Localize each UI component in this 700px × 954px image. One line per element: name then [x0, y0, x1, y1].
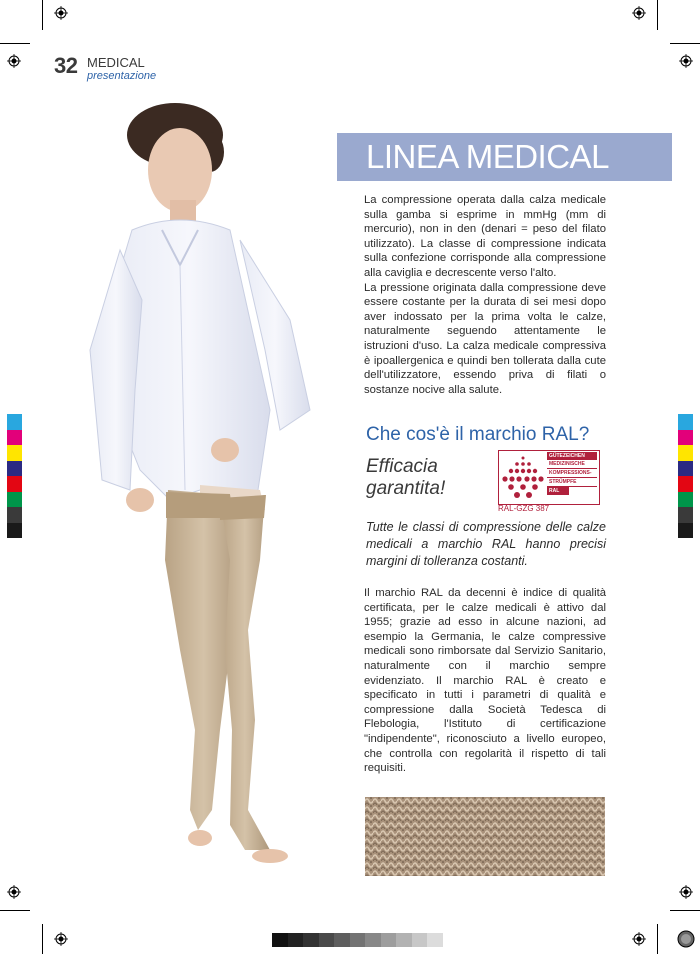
crop-mark: [657, 924, 658, 954]
section-title: MEDICAL: [87, 55, 145, 70]
tagline-line: Efficacia: [366, 456, 438, 477]
gray-swatch: [334, 933, 350, 947]
model-photo: [80, 90, 340, 880]
intro-paragraph: La pressione originata dalla compressione deve essere costante per la durata di sei mesi dopo aver indossato per la prima volta le calze, naturalmente seguendo attentamente le istruzioni d'uso. La calza medicale compressiva è ipoallergenica e quindi ben tollerata dalla cute dell'utilizzatore, essendo priva di filati o sostanze nocive alla salute.: [364, 281, 606, 396]
color-swatch: [678, 445, 693, 461]
intro-paragraph: La compressione operata dalla calza medicale sulla gamba si esprime in mmHg (mm di mercurio), non in den (denari = peso del filato utilizzato). La classe di compressione indicata sulla confezione corrisponde alla compressione alla caviglia e decrescente verso l'alto.: [364, 194, 606, 279]
seal-line: MEDIZINISCHE: [547, 460, 597, 469]
crop-mark: [42, 924, 43, 954]
color-swatch: [7, 445, 22, 461]
crop-mark: [42, 0, 43, 30]
ral-italic-text: Tutte le classi di compressione delle calze medicali a marchio RAL hanno precisi margini di tolleranza costanti.: [366, 520, 606, 568]
seal-line: STRÜMPFE: [547, 478, 597, 487]
registration-mark-icon: [632, 6, 646, 20]
color-swatch: [678, 492, 693, 508]
registration-mark-icon: [54, 932, 68, 946]
page-title: LINEA MEDICAL: [366, 138, 609, 175]
ral-seal-caption: RAL-GZG 387: [498, 504, 550, 513]
ral-dots-icon: [501, 455, 545, 499]
color-calibration-strip: [678, 414, 693, 538]
intro-text: [364, 193, 606, 397]
gray-swatch: [381, 933, 397, 947]
registration-mark-icon: [632, 932, 646, 946]
gray-wheel-icon: [677, 930, 695, 948]
registration-mark-icon: [54, 6, 68, 20]
crop-mark: [0, 43, 30, 44]
color-swatch: [7, 476, 22, 492]
color-swatch: [678, 476, 693, 492]
seal-line: KOMPRESSIONS-: [547, 469, 597, 478]
seal-line: GÜTEZEICHEN: [547, 452, 597, 460]
fabric-texture-image: [365, 797, 605, 876]
color-swatch: [7, 430, 22, 446]
gray-swatch: [303, 933, 319, 947]
color-swatch: [678, 414, 693, 430]
registration-mark-icon: [679, 54, 693, 68]
color-swatch: [7, 492, 22, 508]
color-swatch: [7, 461, 22, 477]
ral-body-text: [364, 586, 606, 776]
color-swatch: [7, 507, 22, 523]
tagline-line: garantita!: [366, 478, 446, 499]
ral-paragraph: Il marchio RAL da decenni è indice di qualità certificata, per le calze medicali è attivo dal 1955; grazie ad esso in alcune nazioni, ad esempio la Germania, le calze compressive medicali sono rimborsate dal Servizio Sanitario, naturalmente con il marchio sempre evidenziato. Il marchio RAL è creato e specificato in tutti i parametri di qualità e compressione dalla Società Tedesca di Flebologia, l'Istituto di certificazione "indipendente", riconosciuto a livello europeo, che controlla con regolarità il rispetto di tali requisiti.: [364, 587, 606, 775]
color-swatch: [678, 461, 693, 477]
seal-line: RAL: [547, 487, 569, 495]
gray-swatch: [412, 933, 428, 947]
registration-mark-icon: [7, 54, 21, 68]
color-swatch: [678, 523, 693, 539]
crop-mark: [657, 0, 658, 30]
gray-swatch: [288, 933, 304, 947]
color-calibration-strip: [7, 414, 22, 538]
registration-mark-icon: [679, 885, 693, 899]
color-swatch: [678, 507, 693, 523]
gray-swatch: [365, 933, 381, 947]
crop-mark: [670, 910, 700, 911]
color-swatch: [7, 523, 22, 539]
gray-swatch: [427, 933, 443, 947]
section-subtitle: presentazione: [87, 70, 157, 82]
registration-mark-icon: [7, 885, 21, 899]
color-swatch: [7, 414, 22, 430]
gray-swatch: [350, 933, 366, 947]
ral-quality-seal: [498, 450, 600, 505]
page-number: 32: [54, 53, 78, 78]
gray-calibration-strip: [272, 933, 443, 947]
ral-heading: Che cos'è il marchio RAL?: [366, 424, 590, 445]
gray-swatch: [319, 933, 335, 947]
crop-mark: [670, 43, 700, 44]
tagline: [366, 456, 445, 500]
crop-mark: [0, 910, 30, 911]
gray-swatch: [396, 933, 412, 947]
gray-swatch: [272, 933, 288, 947]
color-swatch: [678, 430, 693, 446]
